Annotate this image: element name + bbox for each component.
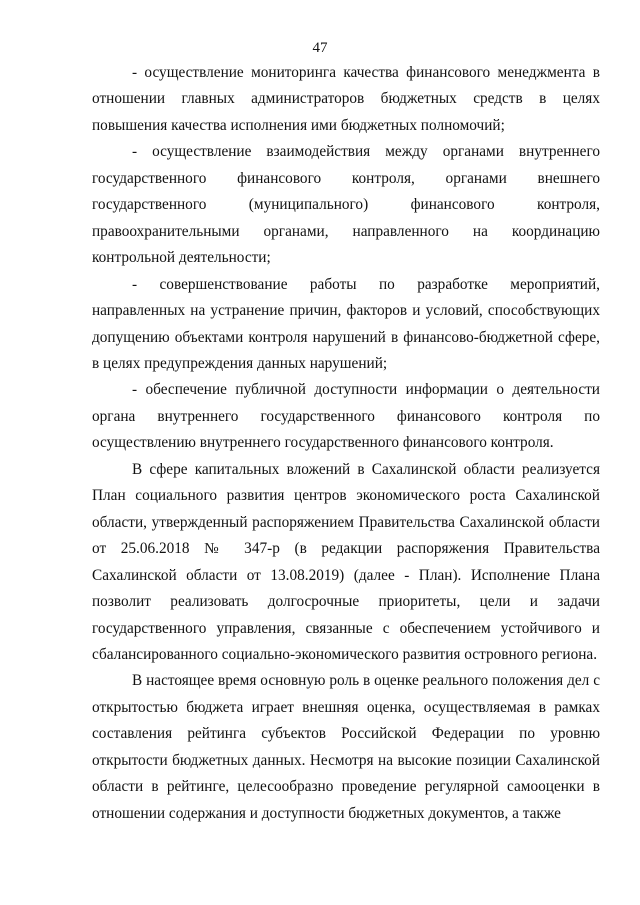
- bullet-monitoring: - осуществление мониторинга качества финансового менеджмента в отношении главных администраторов бюджетных средств в целях повышения качества исполнения ими бюджетных полномочий;: [92, 64, 600, 134]
- paragraph-capital-investments: В сфере капитальных вложений в Сахалинской области реализуется План социального развития центров экономического роста Сахалинской области, утвержденный распоряжением Правительства Сахалинской области от 25.06.2018 № 347-р (в редакции распоряжения Правительства Сахалинской области от 13.08.2019) (далее - План). Исполнение Плана позволит реализовать долгосрочные приоритеты, цели и задачи государственного управления, связанные с обеспечением устойчивого и сбалансированного социально-экономического развития островного региона.: [92, 460, 600, 663]
- page-number: 47: [312, 40, 328, 56]
- bullet-interaction: - осуществление взаимодействия между органами внутреннего государственного финансового контроля, органами внешнего государственного (муниципального) финансового контроля, правоохранительными органами, направленного на координацию контрольной деятельности;: [92, 143, 600, 267]
- paragraph-budget-openness: В настоящее время основную роль в оценке реального положения дел с открытостью бюджета играет внешняя оценка, осуществляемая в рамках составления рейтинга субъектов Российской Федерации по уровню открытости бюджетных данных. Несмотря на высокие позиции Сахалинской области в рейтинге, целесообразно проведение регулярной самооценки в отношении содержания и доступности бюджетных документов, а также: [92, 672, 600, 822]
- bullet-public-access: - обеспечение публичной доступности информации о деятельности органа внутреннего государственного финансового контроля по осуществлению внутреннего государственного финансового контроля.: [92, 381, 600, 452]
- document-body: [92, 60, 600, 827]
- bullet-improvement: - совершенствование работы по разработке мероприятий, направленных на устранение причин, факторов и условий, способствующих допущению объектами контроля нарушений в финансово-бюджетной сфере, в целях предупреждения данных нарушений;: [92, 275, 600, 372]
